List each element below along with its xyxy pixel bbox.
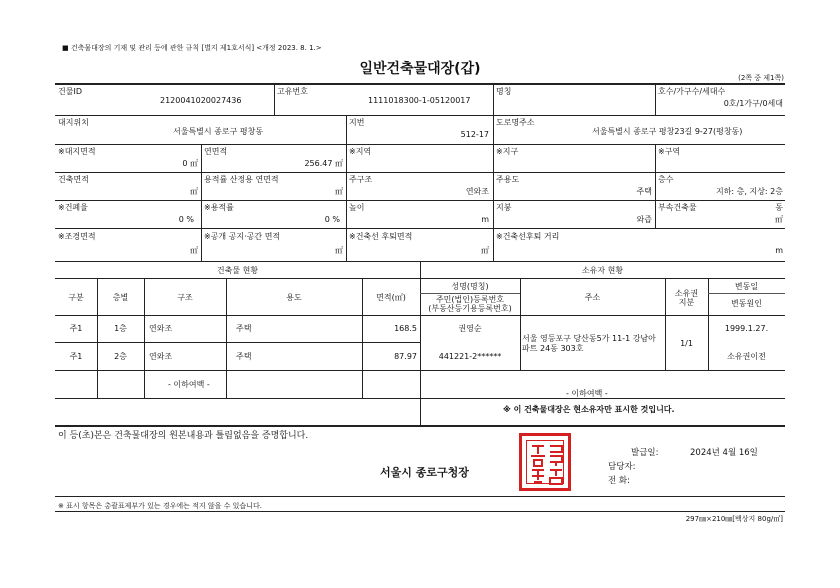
issue-date-label: 발급일: [631,448,659,458]
floors-value: 지하: 층, 지상: 2층 [715,187,783,196]
owner-address-line2: 파트 24동 303호 [522,344,584,353]
annex-unit: 동 [775,203,783,212]
owner-name-header: 성명(명칭) [451,282,489,291]
owner-id: 441221-2****** [438,352,502,361]
area-label: ※구역 [658,147,681,156]
far-value: 0 % [324,215,340,224]
seal-glyph [522,436,574,494]
building-area-value: ㎡ [190,187,198,196]
site-value: 서울특별시 종로구 평창동 [173,127,264,136]
setback-area-label: ※건축선 후퇴면적 [349,232,413,241]
owner-end-note: - 이하여백 - [566,389,608,398]
site-label: 대지위치 [58,118,89,127]
officer-label: 담당자: [608,462,636,472]
annex-label: 부속건축물 [658,203,697,212]
current-owner-note: ※ 이 건축물대장은 현소유자만 표시한 것입니다. [503,405,675,414]
owner-change-reason-header: 변동원인 [731,299,762,308]
page-info: (2쪽 중 제1쪽) [738,74,784,82]
public-value: ㎡ [335,246,343,255]
status-header-type: 구분 [68,293,84,302]
land-area-label: ※대지면적 [58,147,96,156]
owner-name: 권영순 [458,324,482,333]
usage-value: 주택 [636,187,652,196]
row2-use: 주택 [236,352,252,361]
row1-area: 168.5 [394,324,417,333]
owner-id-header-1: 주민(법인)등록번호 [435,295,505,304]
status-header-area: 면적(㎡) [376,293,406,302]
row2-floor: 2층 [114,352,127,361]
landscape-label: ※조경면적 [58,232,96,241]
owner-share: 1/1 [680,339,693,348]
owner-change-date-header: 변동일 [734,282,759,291]
owner-share-header-1: 소유권 [674,289,699,298]
district-label: ※지역 [349,147,372,156]
lot-label: 지번 [349,118,365,127]
owner-change-reason: 소유권이전 [727,352,766,361]
calc-area-value: ㎡ [335,187,343,196]
status-header-use: 용도 [286,293,302,302]
certify-text: 이 등(초)본은 건축물대장의 원본내용과 틀림없음을 증명합니다. [58,431,309,441]
building-id-label: 건물ID [58,87,82,96]
status-section-title: 건축물 현황 [216,266,259,275]
status-header-structure: 구조 [177,293,193,302]
status-header-floor: 층별 [112,293,129,302]
road-value: 서울특별시 종로구 평창23길 9-27(평창동) [592,127,743,136]
owner-section-title: 소유자 현황 [581,266,624,275]
status-end-note: - 이하여백 - [168,380,210,389]
structure-label: 주구조 [349,175,373,184]
row2-structure: 연와조 [149,352,173,361]
owner-address-header: 주소 [584,293,601,302]
annex-area: ㎡ [775,215,783,224]
households-label: 호수/가구수/세대수 [658,87,726,96]
setback-dist-label: ※건축선후퇴 거리 [496,232,560,241]
public-label: ※공개 공지·공간 면적 [204,232,281,241]
row2-area: 87.97 [394,352,417,361]
name-label: 명칭 [496,87,512,96]
unique-no-label: 고유번호 [277,87,308,96]
floor-area-label: 연면적 [204,147,228,156]
row2-type: 주1 [69,352,83,361]
zone-label: ※지구 [496,147,519,156]
households-value: 0호/1가구/0세대 [723,99,783,108]
land-area-value: 0 ㎡ [182,159,198,168]
unique-no-value: 1111018300-1-05120017 [368,96,471,105]
coverage-label: ※건폐율 [58,203,88,212]
row1-floor: 1층 [114,324,127,333]
landscape-value: ㎡ [190,246,198,255]
row1-type: 주1 [69,324,83,333]
setback-area-value: ㎡ [481,246,489,255]
owner-change-date: 1999.1.27. [724,324,769,333]
floors-label: 층수 [658,175,674,184]
building-id-value: 2120041020027436 [160,96,242,105]
height-label: 높이 [349,203,365,212]
issuer-name: 서울시 종로구청장 [380,466,469,479]
owner-address-line1: 서울 영등포구 당산동5가 11-1 강남아 [522,334,656,343]
setback-dist-value: m [775,246,783,255]
document-title: 일반건축물대장(갑) [359,61,481,77]
phone-label: 전 화: [608,476,630,486]
issue-date-value: 2024년 4월 16일 [690,448,758,458]
roof-value: 와즙 [636,215,652,224]
building-area-label: 건축면적 [58,175,89,184]
regulation-note: ■ 건축물대장의 기재 및 관리 등에 관한 규칙 [별지 제1호서식] <개정 2023. 8. 1.> [62,44,322,52]
road-label: 도로명주소 [496,118,535,127]
paper-size: 297㎜×210㎜[백상지 80g/㎡] [685,515,783,523]
display-note: ※ 표시 항목은 총괄표제부가 있는 경우에는 적지 않을 수 있습니다. [58,502,262,510]
owner-share-header-2: 지분 [678,298,695,307]
far-label: ※용적률 [204,203,234,212]
roof-label: 지붕 [496,203,512,212]
height-value: m [481,215,489,224]
row1-structure: 연와조 [149,324,173,333]
official-seal [519,433,571,491]
lot-value: 512-17 [460,130,489,139]
owner-id-header-2: (부동산등기용등록번호) [428,304,512,313]
structure-value: 연와조 [465,187,489,196]
floor-area-value: 256.47 ㎡ [304,159,343,168]
row1-use: 주택 [236,324,252,333]
coverage-value: 0 % [178,215,194,224]
calc-area-label: 용적률 산정용 연면적 [204,175,279,184]
usage-label: 주용도 [496,175,520,184]
